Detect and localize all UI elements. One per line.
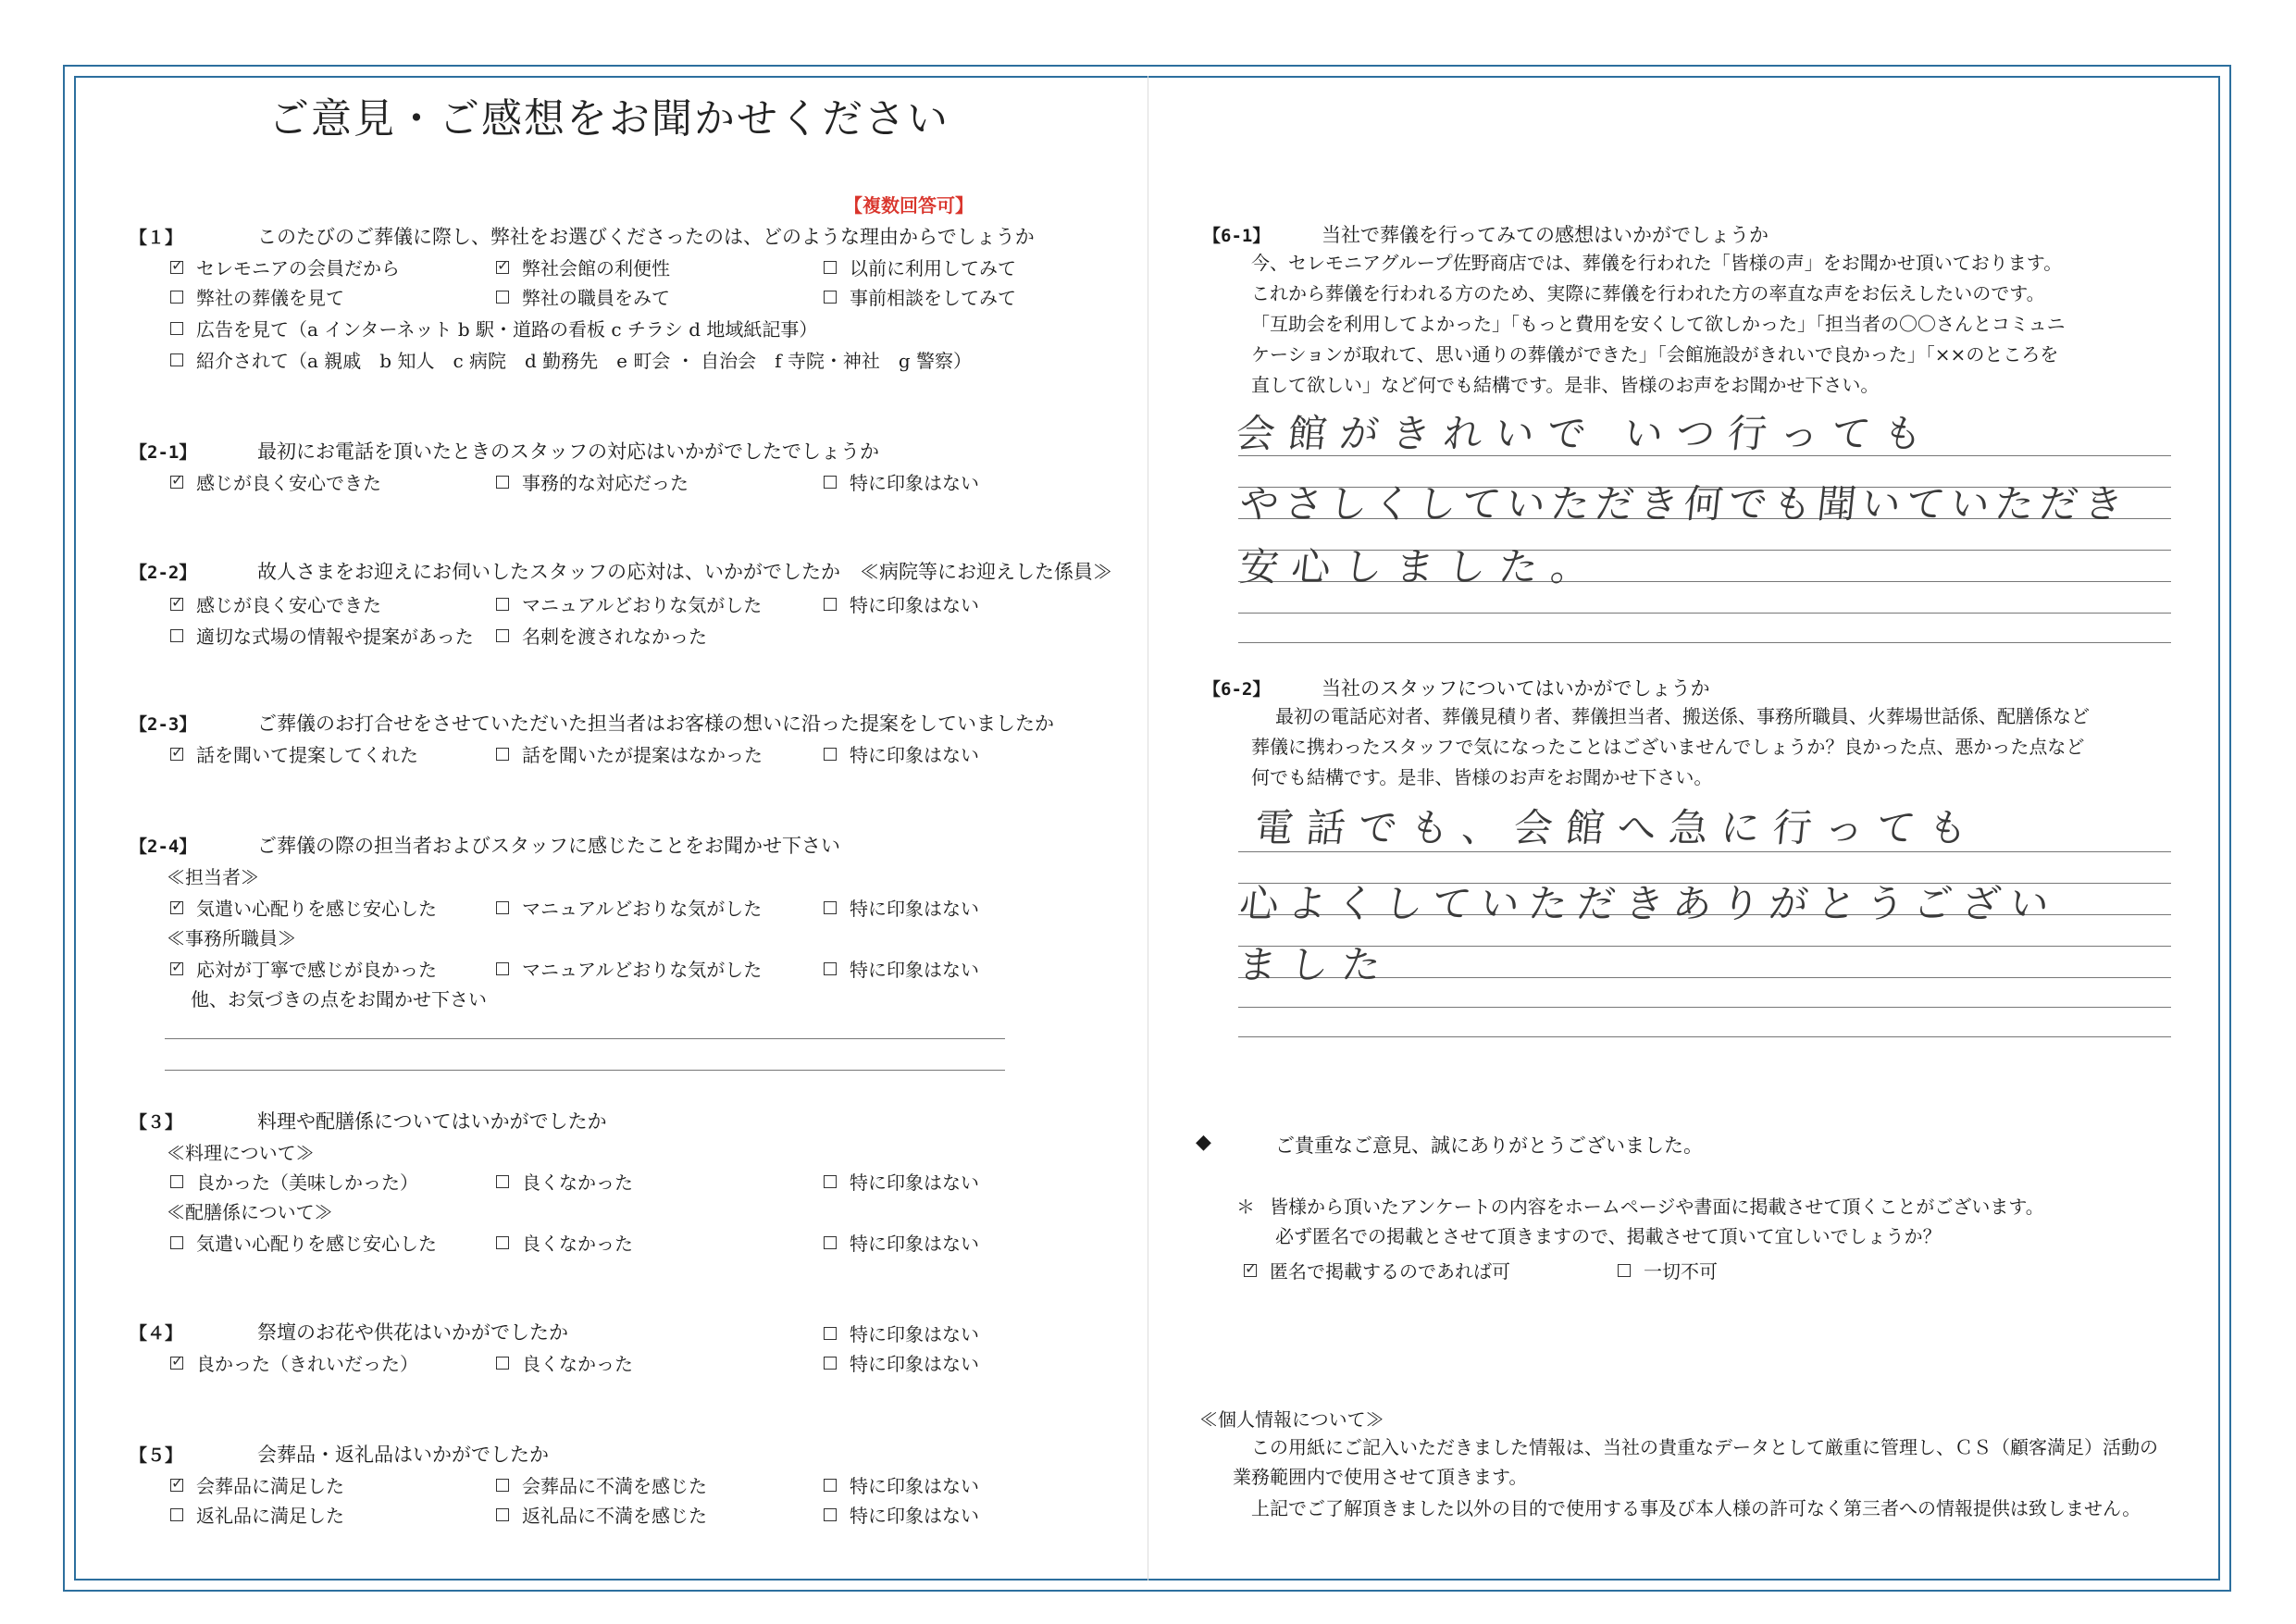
option-label: 気遣い心配りを感じ安心した: [196, 1233, 437, 1255]
checkbox-option[interactable]: [170, 1229, 437, 1256]
option-label: 良くなかった: [522, 1172, 633, 1194]
option-label: 感じが良く安心できた: [196, 472, 381, 494]
checkbox-option[interactable]: [824, 590, 979, 617]
checkbox-option[interactable]: [496, 1501, 707, 1528]
checkbox[interactable]: [824, 1327, 837, 1340]
option-label: 紹介されて（a 親戚 b 知人 c 病院 d 勤務先 e 町会 ・ 自治会 f 寺院・神社 g 警察）: [196, 350, 972, 372]
checkbox[interactable]: [170, 1175, 183, 1188]
checkbox-option[interactable]: [824, 1229, 979, 1256]
checkbox-option[interactable]: [170, 254, 400, 280]
option-label: 良くなかった: [522, 1233, 633, 1255]
question-number: 【6-2】: [1203, 679, 1271, 700]
option-label: 特に印象はない: [850, 1233, 979, 1255]
question-2-3: [130, 709, 1054, 737]
option-label: 会葬品に満足した: [196, 1475, 344, 1497]
checkbox-option[interactable]: [170, 1349, 418, 1376]
checkbox[interactable]: [824, 291, 837, 304]
question-text: 故人さまをお迎えにお伺いしたスタッフの応対は、いかがでしたか ≪病院等にお迎えした係員≫: [257, 561, 1112, 583]
publish-question: 必ず匿名での掲載とさせて頂きますので、掲載させて頂いて宜しいでしょうか？: [1275, 1225, 1942, 1247]
checkbox-option[interactable]: [170, 1471, 344, 1498]
question-2-2: [130, 557, 1112, 585]
checkbox-option[interactable]: [1618, 1257, 1718, 1283]
option-label: 匿名で掲載するのであれば可: [1270, 1260, 1510, 1283]
checkbox[interactable]: [170, 353, 183, 366]
checkbox-option[interactable]: [496, 1229, 633, 1256]
question-number: 【2-4】: [130, 837, 197, 857]
checkbox[interactable]: [824, 901, 837, 914]
checkbox-option[interactable]: [170, 283, 344, 310]
other-comments-label: 他、お気づきの点をお聞かせ下さい: [191, 988, 487, 1010]
checkbox[interactable]: [170, 476, 183, 489]
handwritten-answer: 会館がきれいで いつ行っても: [1234, 411, 1938, 456]
option-label: 特に印象はない: [850, 898, 979, 920]
checkbox[interactable]: [496, 598, 509, 611]
handwritten-answer: 心よくしていただきありがとうござい: [1237, 881, 2061, 926]
paragraph-line: ケーションが取れて、思い通りの葬儀ができた」「会館施設がきれいで良かった」「××のところを: [1251, 343, 2059, 366]
checkbox-option[interactable]: [496, 254, 670, 280]
option-label: 返礼品に満足した: [196, 1505, 344, 1527]
answer-line[interactable]: [165, 1038, 1005, 1039]
checkbox-option[interactable]: [496, 955, 762, 982]
checkbox[interactable]: [496, 629, 509, 642]
checkbox[interactable]: [170, 1508, 183, 1521]
question-text: ご葬儀の際の担当者およびスタッフに感じたことをお聞かせ下さい: [257, 835, 840, 857]
handwritten-answer: やさしくしていただき何でも聞いていただき: [1237, 481, 2131, 527]
question-text: このたびのご葬儀に際し、弊社をお選びくださったのは、どのような理由からでしょうか: [257, 226, 1035, 248]
question-6-2: [1203, 674, 1710, 701]
checkbox-option[interactable]: [170, 315, 817, 341]
checkbox[interactable]: [824, 1508, 837, 1521]
checkbox-option[interactable]: [496, 622, 707, 649]
option-label: マニュアルどおりな気がした: [522, 898, 763, 920]
checkbox[interactable]: [824, 1479, 837, 1492]
option-label: 弊社会館の利便性: [522, 257, 670, 279]
checkbox-option[interactable]: [170, 468, 381, 495]
option-label: 話を聞いたが提案はなかった: [522, 744, 763, 766]
subsection-label: ≪担当者≫: [167, 866, 259, 888]
paragraph-line: 直して欲しい」など何でも結構です。是非、皆様のお声をお聞かせ下さい。: [1251, 374, 1880, 396]
option-label: 特に印象はない: [850, 744, 979, 766]
option-label: 会葬品に不満を感じた: [522, 1475, 707, 1497]
checkbox[interactable]: [824, 1175, 837, 1188]
checkbox[interactable]: [824, 1236, 837, 1249]
checkbox-option[interactable]: [824, 254, 1016, 280]
checkbox-option[interactable]: [170, 622, 474, 649]
option-label: 特に印象はない: [850, 1353, 979, 1375]
checkbox-option[interactable]: [824, 894, 979, 921]
checkbox-option[interactable]: [496, 1349, 633, 1376]
question-4: [130, 1318, 568, 1345]
answer-line[interactable]: [1238, 613, 2171, 614]
checkbox-option[interactable]: [496, 1168, 633, 1195]
checkbox[interactable]: [496, 1357, 509, 1370]
checkbox[interactable]: [1618, 1264, 1631, 1277]
question-text: 当社で葬儀を行ってみての感想はいかがでしょうか: [1322, 224, 1769, 246]
handwritten-answer: 安心しました。: [1237, 544, 1606, 589]
multiple-answers-note: 【複数回答可】: [844, 194, 974, 217]
question-text: 祭壇のお花や供花はいかがでしたか: [257, 1321, 568, 1344]
option-label: 良かった（きれいだった）: [196, 1353, 418, 1375]
checkbox-option[interactable]: [496, 894, 762, 921]
checkbox-option[interactable]: [170, 740, 418, 767]
thanks-message: ご貴重なご意見、誠にありがとうございました。: [1275, 1134, 1703, 1157]
checkbox[interactable]: [496, 1236, 509, 1249]
checkbox-option[interactable]: [496, 468, 689, 495]
checkbox-option[interactable]: [824, 955, 979, 982]
checkbox-option[interactable]: [170, 346, 972, 373]
checkbox-option[interactable]: [824, 1471, 979, 1498]
subsection-label: ≪事務所職員≫: [167, 927, 296, 949]
privacy-line: この用紙にご記入いただきました情報は、当社の貴重なデータとして厳重に管理し、ＣＳ（顧客満足）活動の: [1251, 1436, 2158, 1458]
checkbox[interactable]: [824, 748, 837, 761]
paragraph-line: 最初の電話応対者、葬儀見積り者、葬儀担当者、搬送係、事務所職員、火葬場世話係、配膳係など: [1275, 705, 2090, 727]
paragraph-line: 今、セレモニアグループ佐野商店では、葬儀を行われた「皆様の声」をお聞かせ頂いております。: [1251, 252, 2063, 274]
answer-line[interactable]: [1238, 642, 2171, 643]
checkbox[interactable]: [496, 962, 509, 975]
question-text: 最初にお電話を頂いたときのスタッフの対応はいかがでしたでしょうか: [257, 440, 879, 463]
diamond-bullet-icon: ◆: [1196, 1131, 1211, 1154]
option-label: 感じが良く安心できた: [196, 594, 381, 616]
checkbox[interactable]: [170, 598, 183, 611]
question-number: 【2-2】: [130, 563, 197, 583]
paragraph-line: これから葬儀を行われる方のため、実際に葬儀を行われた方の率直な声をお伝えしたいのです。: [1251, 282, 2045, 304]
publish-notice: 皆様から頂いたアンケートの内容をホームページや書面に掲載させて頂くことがございます。: [1270, 1196, 2044, 1218]
question-number: 【４】: [130, 1323, 183, 1344]
checkbox[interactable]: [170, 291, 183, 304]
asterisk-mark: ＊: [1236, 1196, 1255, 1218]
option-label: 話を聞いて提案してくれた: [196, 744, 418, 766]
checkbox[interactable]: [824, 598, 837, 611]
option-label: 良かった（美味しかった）: [196, 1172, 418, 1194]
option-label: 良くなかった: [522, 1353, 633, 1375]
checkbox[interactable]: [170, 629, 183, 642]
checkbox[interactable]: [496, 1508, 509, 1521]
subsection-label: ≪料理について≫: [167, 1142, 315, 1164]
checkbox[interactable]: [824, 962, 837, 975]
question-5: [130, 1440, 549, 1468]
option-label: 名刺を渡されなかった: [522, 626, 707, 648]
checkbox-option[interactable]: [824, 1349, 979, 1376]
checkbox[interactable]: [824, 476, 837, 489]
checkbox-option[interactable]: [824, 1320, 979, 1346]
question-text: 料理や配膳係についてはいかがでしたか: [257, 1110, 607, 1133]
option-label: 特に印象はない: [850, 1172, 979, 1194]
option-label: 広告を見て（a インターネット b 駅・道路の看板 c チラシ d 地域紙記事）: [196, 318, 818, 341]
option-label: 弊社の職員をみて: [522, 287, 670, 309]
checkbox[interactable]: [170, 1236, 183, 1249]
question-number: 【2-3】: [130, 714, 197, 735]
checkbox-option[interactable]: [496, 740, 763, 767]
handwritten-answer: ました: [1235, 942, 1396, 987]
question-number: 【2-1】: [130, 442, 197, 463]
question-number: 【３】: [130, 1112, 183, 1133]
checkbox-option[interactable]: [824, 1168, 979, 1195]
checkbox-option[interactable]: [1244, 1257, 1510, 1283]
answer-line[interactable]: [165, 1070, 1005, 1071]
checkbox[interactable]: [170, 901, 183, 914]
checkbox-option[interactable]: [496, 283, 670, 310]
checkbox[interactable]: [824, 1357, 837, 1370]
checkbox-option[interactable]: [824, 740, 979, 767]
checkbox[interactable]: [496, 291, 509, 304]
checkbox[interactable]: [170, 962, 183, 975]
question-text: ご葬儀のお打合せをさせていただいた担当者はお客様の想いに沿った提案をしていましたか: [257, 713, 1054, 735]
privacy-line: 上記でご了解頂きました以外の目的で使用する事及び本人様の許可なく第三者への情報提供は致しません。: [1251, 1497, 2141, 1519]
option-label: 適切な式場の情報や提案があった: [196, 626, 474, 648]
checkbox-option[interactable]: [170, 590, 381, 617]
paragraph-line: 「互助会を利用してよかった」「もっと費用を安くして欲しかった」「担当者の〇〇さんとコミュニ: [1251, 313, 2066, 335]
option-label: 気遣い心配りを感じ安心した: [196, 898, 437, 920]
checkbox[interactable]: [496, 1479, 509, 1492]
option-label: 特に印象はない: [850, 1505, 979, 1527]
option-label: 応対が丁寧で感じが良かった: [196, 959, 437, 981]
option-label: マニュアルどおりな気がした: [522, 959, 763, 981]
checkbox-option[interactable]: [824, 1501, 979, 1528]
checkbox-option[interactable]: [170, 1168, 418, 1195]
question-number: 【５】: [130, 1445, 183, 1466]
privacy-line: 業務範囲内で使用させて頂きます。: [1233, 1466, 1528, 1488]
option-label: 弊社の葬儀を見て: [196, 287, 344, 309]
question-number: 【１】: [130, 228, 183, 248]
checkbox-option[interactable]: [824, 283, 1016, 310]
checkbox[interactable]: [170, 322, 183, 335]
checkbox[interactable]: [1244, 1264, 1257, 1277]
checkbox[interactable]: [496, 476, 509, 489]
answer-line[interactable]: [1238, 1007, 2171, 1008]
checkbox[interactable]: [496, 748, 509, 761]
checkbox-option[interactable]: [170, 894, 437, 921]
option-label: セレモニアの会員だから: [196, 257, 400, 279]
option-label: 特に印象はない: [850, 959, 979, 981]
option-label: 返礼品に不満を感じた: [522, 1505, 707, 1527]
checkbox[interactable]: [170, 1479, 183, 1492]
checkbox-option[interactable]: [496, 590, 762, 617]
option-label: 特に印象はない: [850, 472, 979, 494]
option-label: 事前相談をしてみて: [850, 287, 1016, 309]
question-3: [130, 1107, 607, 1134]
checkbox[interactable]: [496, 1175, 509, 1188]
privacy-heading: ≪個人情報について≫: [1199, 1408, 1384, 1431]
checkbox[interactable]: [496, 901, 509, 914]
handwritten-answer: 電話でも、会館へ急に行っても: [1252, 805, 1983, 850]
question-2-4: [130, 831, 840, 859]
paragraph-line: 何でも結構です。是非、皆様のお声をお聞かせ下さい。: [1251, 766, 1713, 788]
option-label: マニュアルどおりな気がした: [522, 594, 763, 616]
question-text: 会葬品・返礼品はいかがでしたか: [257, 1444, 549, 1466]
answer-line[interactable]: [1238, 1036, 2171, 1037]
checkbox-option[interactable]: [170, 955, 437, 982]
option-label: 特に印象はない: [850, 1475, 979, 1497]
option-label: 以前に利用してみて: [850, 257, 1016, 279]
question-number: 【6-1】: [1203, 226, 1271, 246]
question-2-1: [130, 437, 879, 465]
checkbox[interactable]: [170, 748, 183, 761]
page-title: ご意見・ご感想をお聞かせください: [268, 95, 949, 143]
checkbox[interactable]: [824, 261, 837, 274]
checkbox[interactable]: [496, 261, 509, 274]
checkbox[interactable]: [170, 1357, 183, 1370]
option-label: 一切不可: [1644, 1260, 1718, 1283]
checkbox[interactable]: [170, 261, 183, 274]
paragraph-line: 葬儀に携わったスタッフで気になったことはございませんでしょうか？良かった点、悪かった点など: [1251, 736, 2085, 758]
subsection-label: ≪配膳係について≫: [167, 1201, 333, 1223]
option-label: 事務的な対応だった: [522, 472, 689, 494]
option-label: 特に印象はない: [850, 1323, 979, 1345]
question-1: [130, 222, 1035, 250]
question-6-1: [1203, 220, 1769, 248]
checkbox-option[interactable]: [824, 468, 979, 495]
question-text: 当社のスタッフについてはいかがでしょうか: [1322, 677, 1710, 700]
option-label: 特に印象はない: [850, 594, 979, 616]
checkbox-option[interactable]: [170, 1501, 344, 1528]
checkbox-option[interactable]: [496, 1471, 707, 1498]
